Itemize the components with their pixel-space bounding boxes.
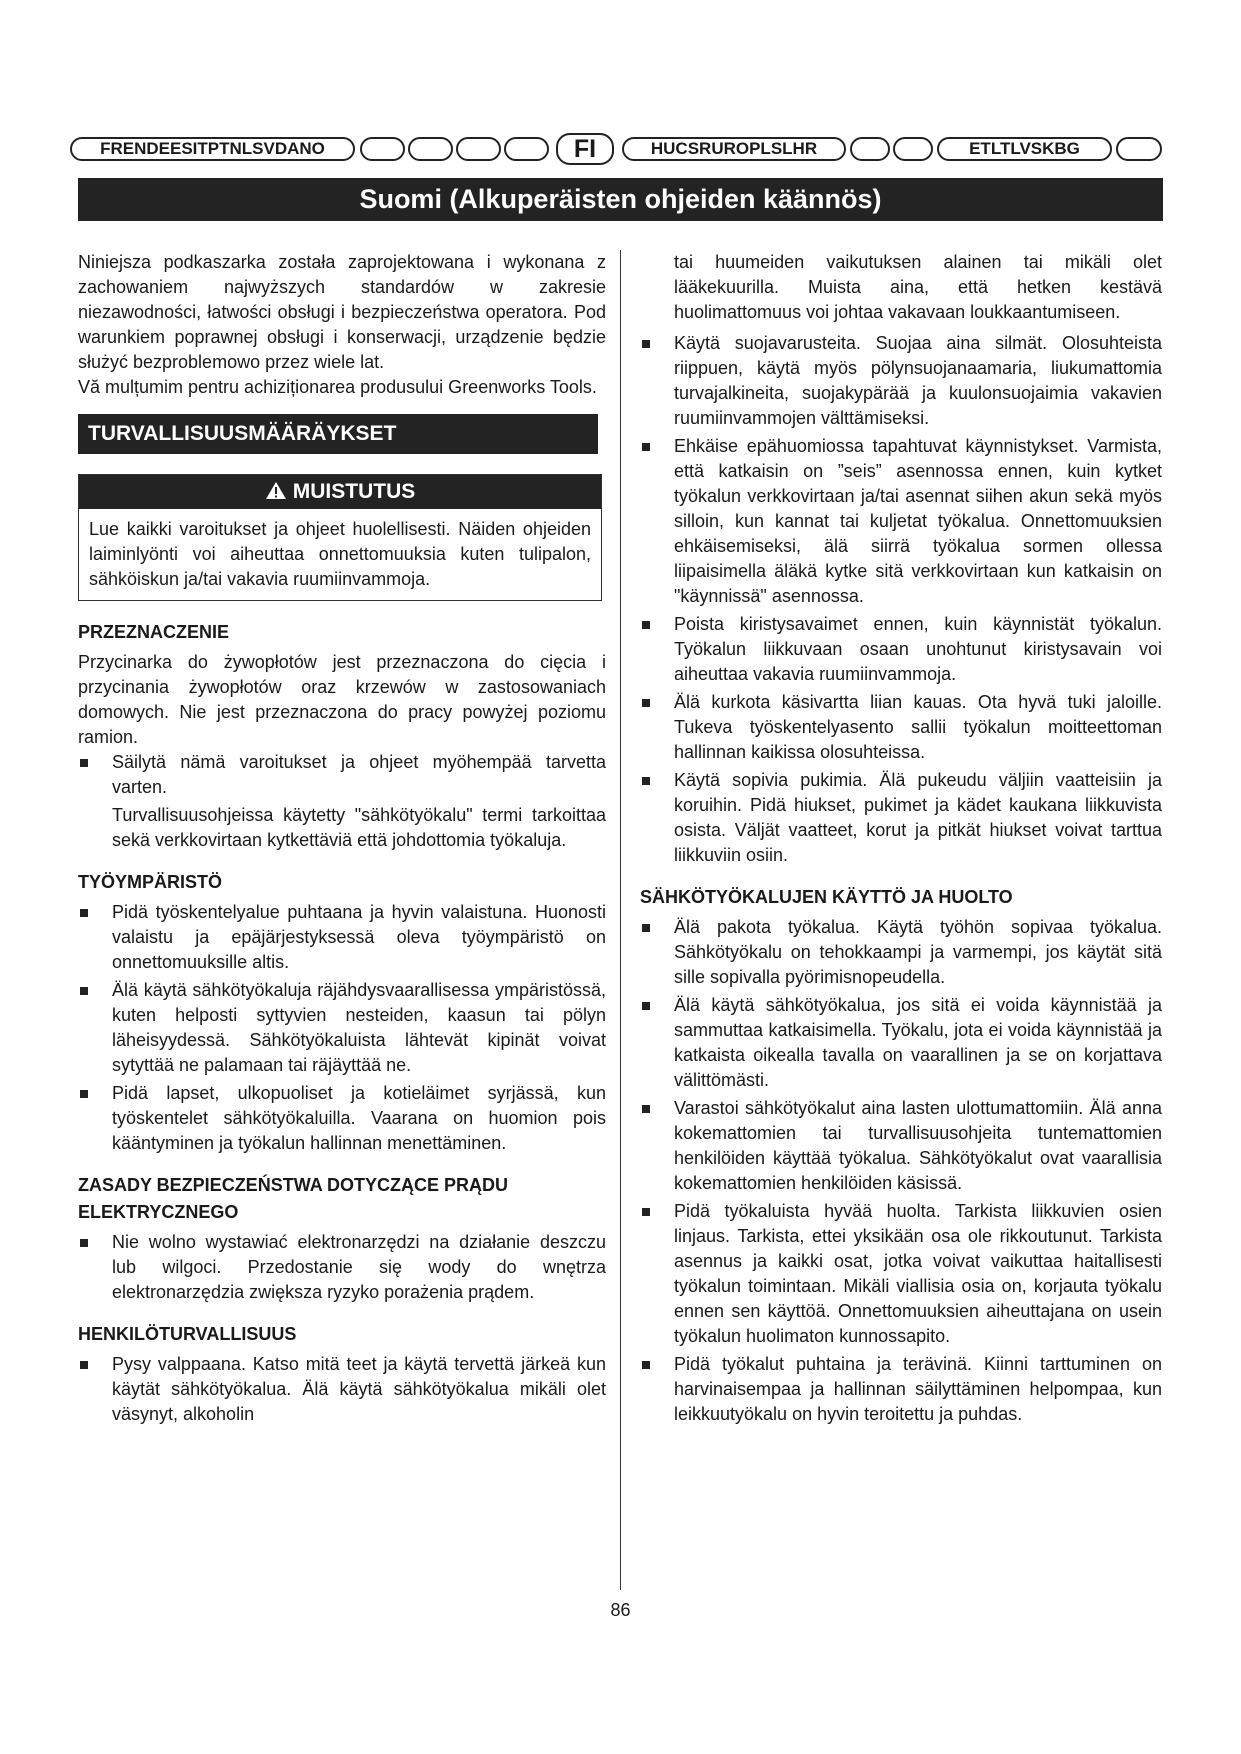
language-codes-left[interactable]: FRENDEESITPTNLSVDANO (70, 137, 355, 161)
bullet-square-icon (80, 759, 88, 767)
language-pill-empty (1116, 137, 1162, 161)
language-pill-empty (850, 137, 890, 161)
page-title: Suomi (Alkuperäisten ohjeiden käännös) (78, 178, 1163, 221)
bullet-square-icon (642, 443, 650, 451)
list-item: Käytä suojavarusteita. Suojaa aina silmät. Olosuhteista riippuen, käytä myös pölynsuojanaamaria, liukumattomia turvajalkineita, suojakypärää ja kuulonsuojaimia vakavien ruumiinvammojen välttämiseksi. (640, 331, 1162, 431)
safety-heading: TURVALLISUUSMÄÄRÄYKSET (78, 414, 598, 454)
left-column (78, 250, 606, 1430)
personal-continuation: tai huumeiden vaikutuksen alainen tai mikäli olet lääkekuurilla. Muista aina, että hetken kestävä huolimattomuus voi johtaa vakavaan loukkaantumiseen. (674, 252, 1162, 322)
list-item: Säilytä nämä varoitukset ja ohjeet myöhempää tarvetta varten. (78, 750, 606, 800)
bullet-square-icon (642, 621, 650, 629)
page-number: 86 (610, 1600, 631, 1620)
notice-text: Lue kaikki varoitukset ja ohjeet huolellisesti. Näiden ohjeiden laiminlyönti voi aiheuttaa onnettomuuksia kuten tulipalon, sähköiskun ja/tai vakavia ruumiinvammoja. (89, 519, 591, 589)
bullet-square-icon (642, 340, 650, 348)
bullet-square-icon (80, 909, 88, 917)
bullet-square-icon (642, 777, 650, 785)
section-heading-tools: SÄHKÖTYÖKALUJEN KÄYTTÖ JA HUOLTO (640, 887, 1013, 907)
bullet-square-icon (80, 987, 88, 995)
bullet-square-icon (642, 1105, 650, 1113)
list-item: Älä käytä sähkötyökaluja räjähdysvaarallisessa ympäristössä, kuten helposti syttyvien nesteiden, kaasun tai pölyn läheisyydessä. Sähkötyökaluista lähtevät kipinät voivat sytyttää ne palamaan tai räjäyttää ne. (78, 978, 606, 1078)
list-item: Käytä sopivia pukimia. Älä pukeudu väljiin vaatteisiin ja koruihin. Pidä hiukset, pukimet ja kädet kaukana liikkuvista osista. Väljät vaatteet, korut ja pitkät hiukset voivat tarttua liikkuviin osiin. (640, 768, 1162, 868)
list-item: Pidä lapset, ulkopuoliset ja kotieläimet syrjässä, kun työskentelet sähkötyökaluilla. Vaarana on huomion pois kääntyminen ja työkalun hallinnan menettäminen. (78, 1081, 606, 1156)
notice-title: MUISTUTUS (292, 480, 416, 503)
purpose-followup: Turvallisuusohjeissa käytetty "sähkötyökalu" termi tarkoittaa sekä verkkovirtaan kytkettäviä että johdottomia työkaluja. (112, 805, 606, 850)
list-item: Pidä työkalut puhtaina ja terävinä. Kiinni tarttuminen on harvinaisempaa ja hallinnan säilyttäminen helpompaa, kun leikkuutyökalu on hyvin teroitettu ja puhdas. (640, 1352, 1162, 1427)
bullet-square-icon (80, 1090, 88, 1098)
column-divider (620, 250, 621, 1590)
language-codes-right-2[interactable]: ETLTLVSKBG (937, 137, 1112, 161)
bullet-square-icon (642, 924, 650, 932)
purpose-text: Przycinarka do żywopłotów jest przeznaczona do cięcia i przycinania żywopłotów oraz krzewów w zastosowaniach domowych. Nie jest przeznaczona do pracy powyżej poziomu ramion. (78, 652, 606, 747)
section-heading-electrical: ZASADY BEZPIECZEŃSTWA DOTYCZĄCE PRĄDU ELEKTRYCZNEGO (78, 1175, 509, 1222)
bullet-square-icon (642, 1361, 650, 1369)
language-bar (70, 133, 1170, 169)
bullet-square-icon (642, 1002, 650, 1010)
list-item: Älä käytä sähkötyökalua, jos sitä ei voida käynnistää ja sammuttaa katkaisimella. Työkalu, jota ei voida käynnistää ja katkaista oikealla tavalla on vaarallinen ja se on korjattava välittömästi. (640, 993, 1162, 1093)
bullet-square-icon (642, 1208, 650, 1216)
list-item: Poista kiristysavaimet ennen, kuin käynnistät työkalun. Työkalun liikkuvaan osaan unohtunut kiristysavain voi aiheuttaa vakavia ruumiinvammoja. (640, 612, 1162, 687)
list-item: Nie wolno wystawiać elektronarzędzi na działanie deszczu lub wilgoci. Przedostanie się wody do wnętrza elektronarzędzia zwiększa ryzyko porażenia prądem. (78, 1230, 606, 1305)
language-pill-empty (456, 137, 501, 161)
list-item: Pidä työkaluista hyvää huolta. Tarkista liikkuvien osien linjaus. Tarkista, ettei yksikään osa ole rikkoutunut. Tarkista asennus ja kaikki osat, jotka voivat vaikuttaa haitallisesti työkalun toimintaan. Mikäli viallisia osia on, korjauta työkalu ennen sen käyttöä. Onnettomuuksien aiheuttajana on usein työkalun huolimaton kunnossapito. (640, 1199, 1162, 1349)
bullet-square-icon (80, 1239, 88, 1247)
right-column (640, 250, 1162, 1430)
warning-triangle-icon (265, 477, 287, 511)
language-codes-right-1[interactable]: HUCSRUROPLSLHR (622, 137, 846, 161)
bullet-square-icon (80, 1361, 88, 1369)
list-item: Älä kurkota käsivartta liian kauas. Ota hyvä tuki jaloille. Tukeva työskentelyasento sallii työkalun moitteettoman hallinnan kaikissa olosuhteissa. (640, 690, 1162, 765)
language-pill-empty (893, 137, 933, 161)
list-item: Pidä työskentelyalue puhtaana ja hyvin valaistuna. Huonosti valaistu ja epäjärjestyksessä oleva työympäristö on onnettomuuksille altis. (78, 900, 606, 975)
section-heading-personal: HENKILÖTURVALLISUUS (78, 1324, 297, 1344)
notice-box (78, 474, 602, 601)
notice-header (79, 475, 601, 509)
intro-paragraph: Vă mulțumim pentru achiziționarea produsului Greenworks Tools. (78, 377, 597, 397)
list-item: Älä pakota työkalua. Käytä työhön sopivaa työkalua. Sähkötyökalu on tehokkaampi ja varmempi, jos käytät sitä sille sopivalla pyörimisnopeudella. (640, 915, 1162, 990)
section-heading-environment: TYÖYMPÄRISTÖ (78, 872, 223, 892)
section-heading-purpose: PRZEZNACZENIE (78, 622, 230, 642)
list-item: Ehkäise epähuomiossa tapahtuvat käynnistykset. Varmista, että katkaisin on ”seis” asennossa ennen, kuin kytket työkalun verkkovirtaan ja/tai asennat siihen akun sekä myös silloin, kun kannat tai kuljetat työkalua. Onnettomuuksien ehkäisemiseksi, älä siirrä työkalua sormen ollessa liipaisimella äläkä kytke sitä verkkovirtaan kun katkaisin on "käynnissä" asennossa. (640, 434, 1162, 609)
intro-paragraph: Niniejsza podkaszarka została zaprojektowana i wykonana z zachowaniem najwyższych standardów w zakresie niezawodności, łatwości obsługi i bezpieczeństwa operatora. Pod warunkiem poprawnej obsługi i konserwacji, urządzenie będzie służyć bezproblemowo przez wiele lat. (78, 252, 606, 372)
language-pill-empty (360, 137, 405, 161)
bullet-square-icon (642, 699, 650, 707)
language-active-fi[interactable]: FI (556, 133, 614, 165)
language-pill-empty (408, 137, 453, 161)
list-item: Pysy valppaana. Katso mitä teet ja käytä tervettä järkeä kun käytät sähkötyökalua. Älä käytä sähkötyökalua mikäli olet väsynyt, alkoholin (78, 1352, 606, 1427)
list-item: Varastoi sähkötyökalut aina lasten ulottumattomiin. Älä anna kokemattomien tai turvallisuusohjeita tuntemattomien henkilöiden käyttää työkalua. Sähkötyökalut ovat vaarallisia kokemattomien henkilöiden käsissä. (640, 1096, 1162, 1196)
language-pill-empty (504, 137, 549, 161)
